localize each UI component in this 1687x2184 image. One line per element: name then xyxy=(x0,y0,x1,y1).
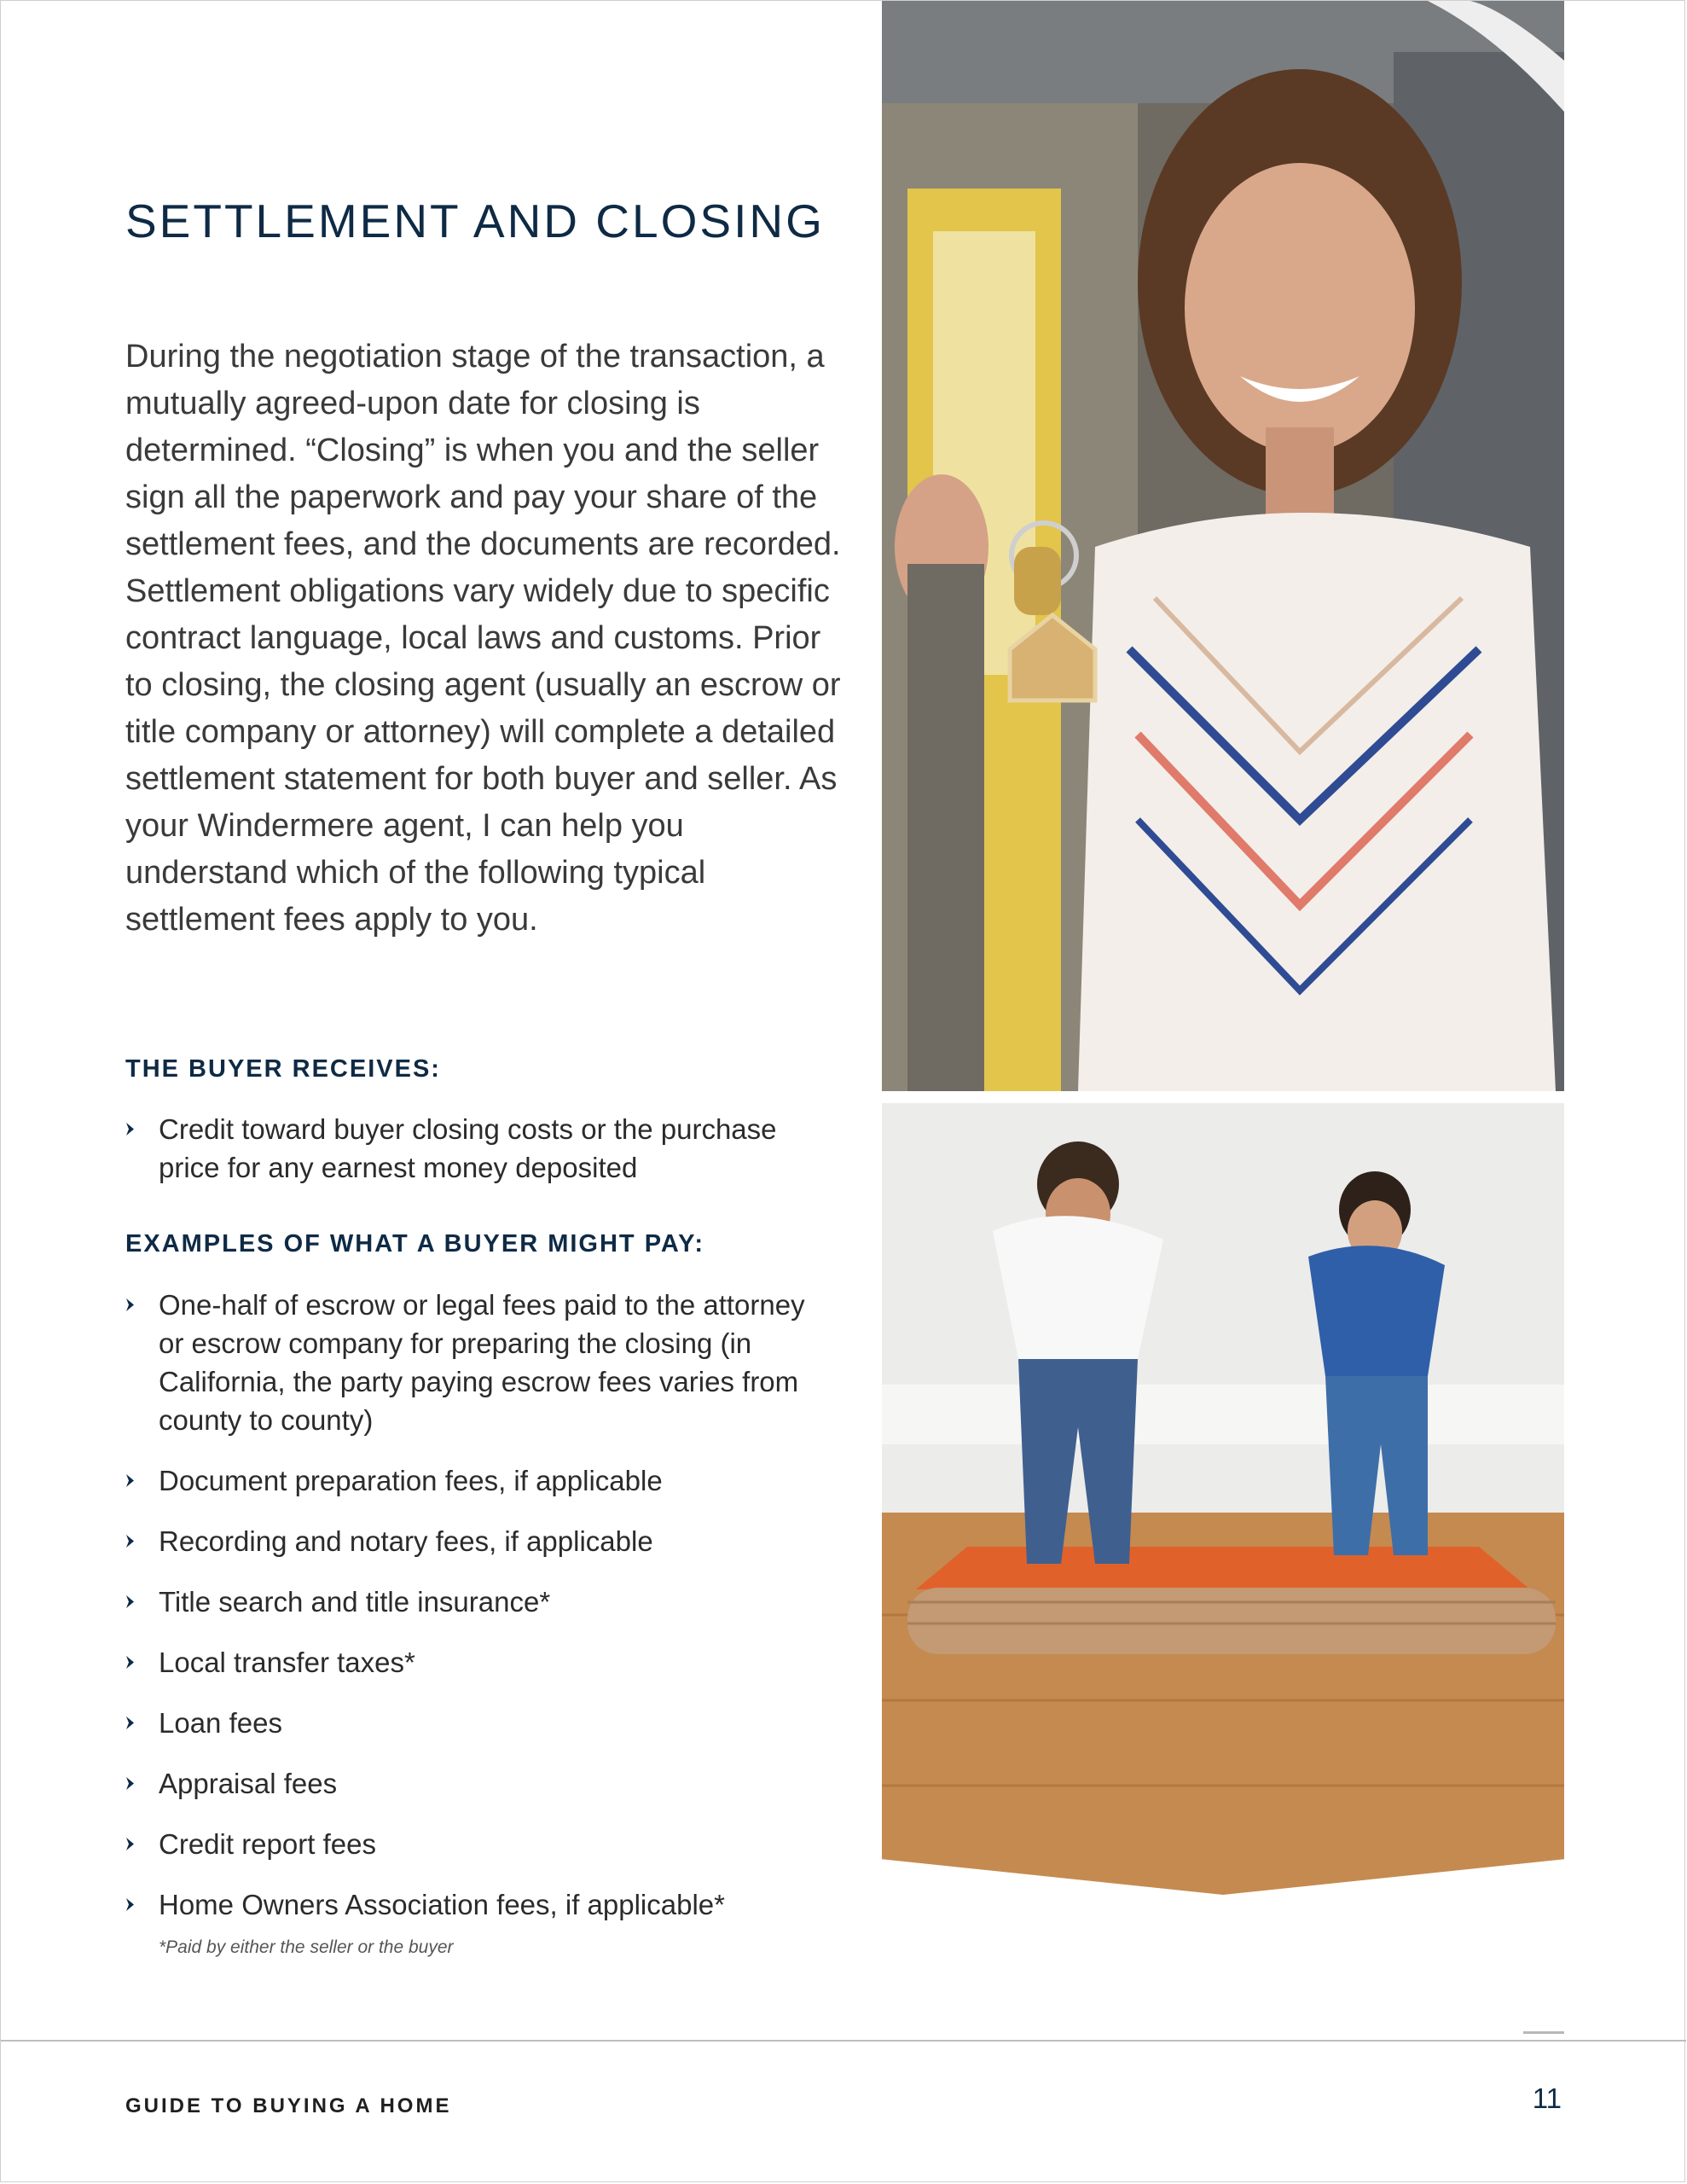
list-item xyxy=(125,1110,833,1187)
list-item-text: Credit report fees xyxy=(159,1828,376,1860)
intro-paragraph: During the negotiation stage of the transaction, a mutually agreed-upon date for closing is determined. “Closing” is when you and the seller sign all the paperwork and pay your share of the settlement fees, and the documents are recorded. Settlement obligations vary widely due to specific contract language, local laws and customs. Prior to closing, the closing agent (usually an escrow or title company or attorney) will complete a detailed settlement statement for both buyer and seller. As your Windermere agent, I can help you understand which of the following typical settlement fees apply to you. xyxy=(125,339,841,938)
list-item xyxy=(125,1461,833,1500)
photo-woman-with-keys xyxy=(882,1,1564,1091)
buyer-pays-list xyxy=(125,1286,833,1927)
chevron-right-icon xyxy=(125,1535,134,1548)
list-item xyxy=(125,1885,833,1924)
list-item xyxy=(125,1704,833,1742)
page-number: 11 xyxy=(1532,2082,1562,2114)
buyer-receives-heading: THE BUYER RECEIVES: xyxy=(125,1055,441,1083)
chevron-right-icon xyxy=(125,1777,134,1790)
footer-title: GUIDE TO BUYING A HOME xyxy=(125,2094,452,2117)
chevron-right-icon xyxy=(125,1656,134,1669)
list-item-text: One-half of escrow or legal fees paid to the attorney or escrow company for preparing the closing (in California, the party paying escrow fees varies from county to county) xyxy=(159,1289,805,1436)
list-item-text: Appraisal fees xyxy=(159,1768,338,1799)
footer-tick-divider xyxy=(1523,2031,1564,2034)
buyer-pays-heading: EXAMPLES OF WHAT A BUYER MIGHT PAY: xyxy=(125,1230,705,1258)
list-item xyxy=(125,1764,833,1803)
chevron-right-icon xyxy=(125,1898,134,1911)
photo-couple-unrolling-rug xyxy=(882,1103,1564,1895)
chevron-right-icon xyxy=(125,1298,134,1311)
list-item-text: Title search and title insurance* xyxy=(159,1586,551,1618)
chevron-right-icon xyxy=(125,1838,134,1850)
buyer-receives-list xyxy=(125,1110,833,1187)
page-title: SETTLEMENT AND CLOSING xyxy=(125,195,825,247)
footnote: *Paid by either the seller or the buyer xyxy=(159,1937,454,1957)
chevron-right-icon xyxy=(125,1716,134,1729)
chevron-right-icon xyxy=(125,1595,134,1608)
list-item-text: Local transfer taxes* xyxy=(159,1647,415,1678)
list-item-text: Home Owners Association fees, if applicable* xyxy=(159,1889,725,1920)
chevron-right-icon xyxy=(125,1474,134,1487)
chevron-right-icon xyxy=(125,1123,134,1136)
list-item xyxy=(125,1825,833,1863)
list-item-text: Loan fees xyxy=(159,1707,282,1739)
list-item-text: Recording and notary fees, if applicable xyxy=(159,1525,653,1557)
list-item-text: Document preparation fees, if applicable xyxy=(159,1465,663,1496)
footer-divider xyxy=(1,2040,1686,2042)
list-item xyxy=(125,1583,833,1621)
list-item xyxy=(125,1286,833,1439)
list-item-text: Credit toward buyer closing costs or the purchase price for any earnest money deposited xyxy=(159,1113,777,1183)
list-item xyxy=(125,1522,833,1560)
list-item xyxy=(125,1643,833,1682)
